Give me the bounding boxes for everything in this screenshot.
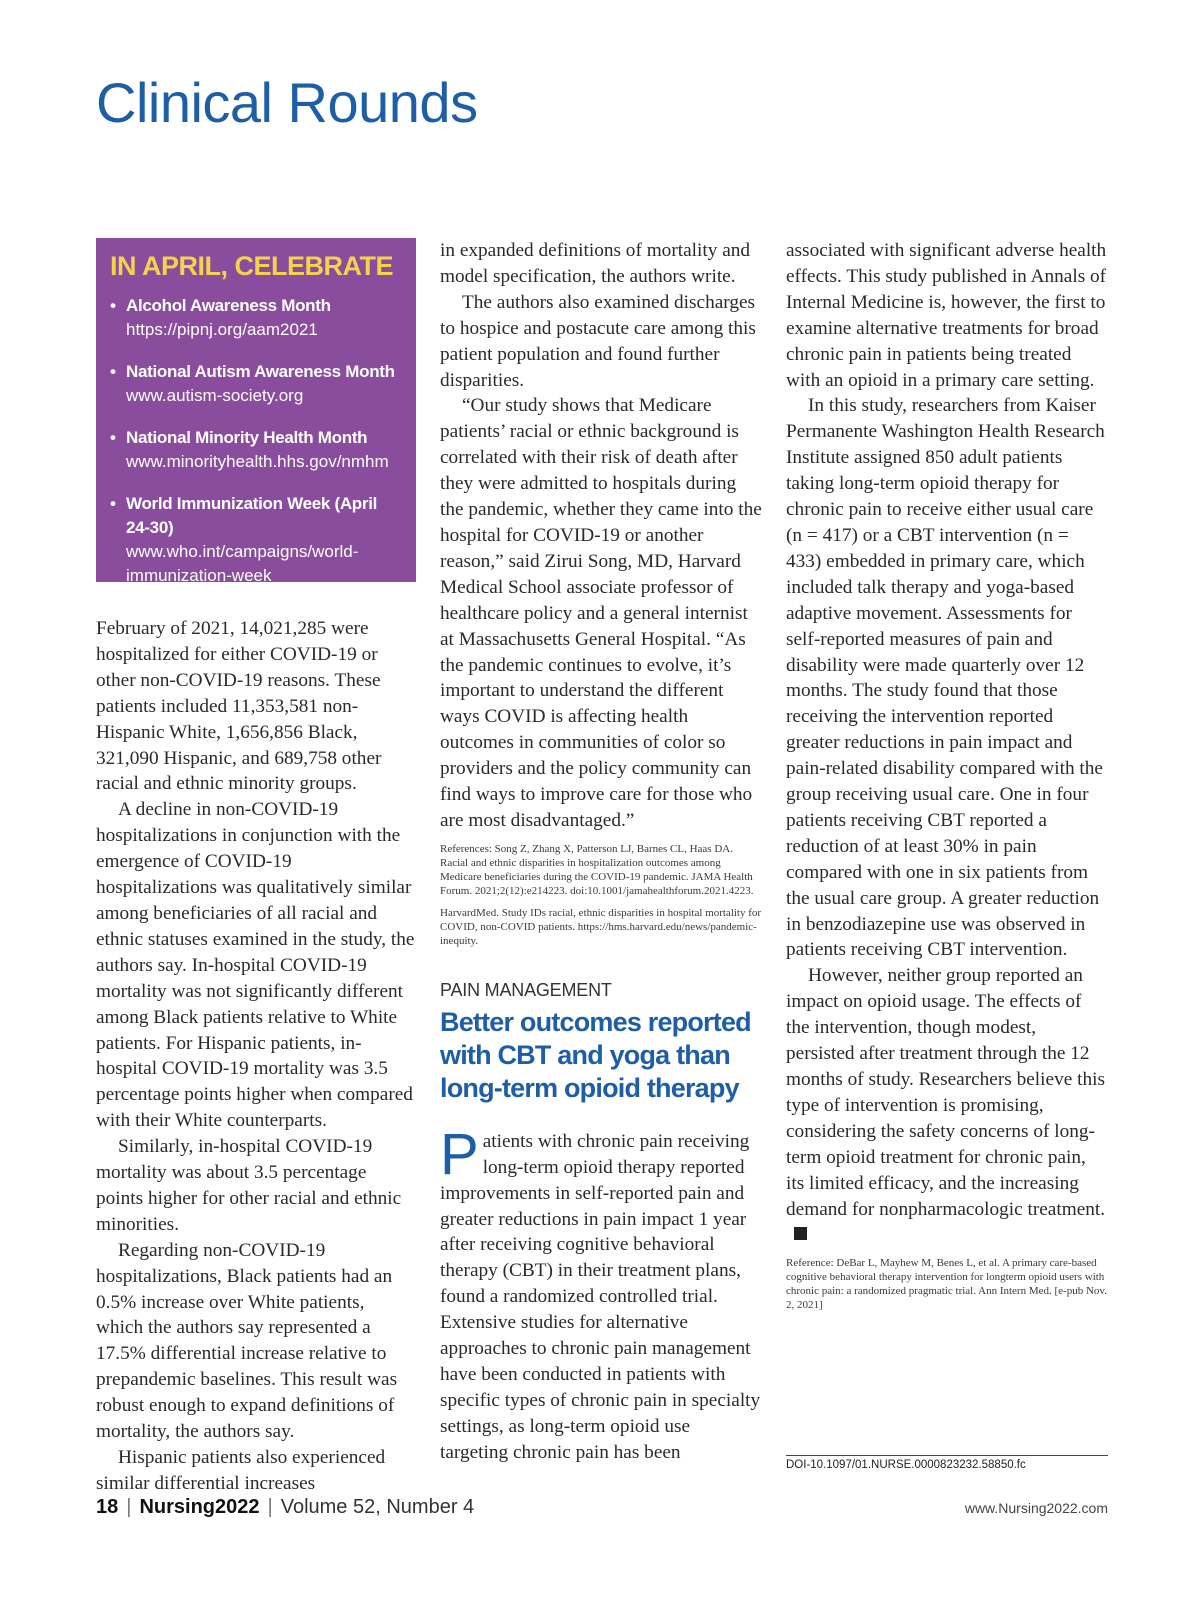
body-paragraph: in expanded definitions of mortality and model specification, the authors write.	[440, 240, 751, 287]
reference-entry: References: Song Z, Zhang X, Patterson LJ, Barnes CL, Haas DA. Racial and ethnic disparities in hospitalization outcomes among Medicare beneficiaries during the COVID-19 pandemic. JAMA Health Forum. 2021;2(12):e214223. doi:10.1001/jamahealthforum.2021.4223.	[440, 842, 754, 897]
body-paragraph: Hispanic patients also experienced similar differential increases	[96, 1447, 386, 1494]
observance-name: World Immunization Week (April 24-30)	[126, 494, 378, 537]
article-headline: Better outcomes reported with CBT and yoga than long-term opioid therapy	[440, 1006, 751, 1103]
references	[440, 842, 762, 948]
journal-name: Nursing2022	[139, 1496, 260, 1518]
bullet-icon: •	[110, 428, 116, 447]
april-celebrate-box	[96, 238, 416, 585]
body-paragraph: “Our study shows that Medicare patients’ racial or ethnic background is correlated with their risk of death after they were admitted to hospitals during the pandemic, whether they came into the hospital for COVID-19 or another reason,” said Zirui Song, MD, Harvard Medical School associate professor of healthcare policy and a general internist at Massachusetts General Hospital. “As the pandemic continues to evolve, it’s important to understand the different ways COVID is affecting health outcomes in communities of color so providers and the policy community can find ways to improve care for those who are most disadvantaged.”	[440, 395, 762, 831]
bullet-icon: •	[110, 494, 116, 513]
observance-name: Alcohol Awareness Month	[126, 296, 331, 315]
observance-item	[110, 294, 402, 342]
observance-list	[110, 294, 402, 588]
references	[786, 1256, 1108, 1312]
closing-text: However, neither group reported an impact on opioid usage. The effects of the intervention, though modest, persisted after treatment through the 12 months of study. Researchers believe this type of intervention is promising, considering the safety concerns of long-term opioid treatment for chronic pain, its limited efficacy, and the increasing demand for nonpharmacologic treatment.	[786, 965, 1106, 1220]
body-paragraph: Regarding non-COVID-19 hospitalizations, Black patients had an 0.5% increase over White patients, which the authors say represented a 17.5% differential increase relative to prepandemic baselines. This result was robust enough to expand definitions of mortality, the authors say.	[96, 1239, 398, 1443]
observance-url[interactable]: www.who.int/campaigns/world-immunization-week	[126, 542, 359, 585]
doi-line: DOI-10.1097/01.NURSE.0000823232.58850.fc	[786, 1455, 1108, 1471]
separator: |	[267, 1496, 273, 1518]
body-paragraph: February of 2021, 14,021,285 were hospitalized for either COVID-19 or other non-COVID-19 reasons. These patients included 11,353,581 non-Hispanic White, 1,656,856 Black, 321,090 Hispanic, and 689,758 other racial and ethnic minority groups.	[96, 618, 382, 795]
drop-cap: P	[440, 1121, 479, 1187]
observance-item	[110, 426, 402, 474]
website-link[interactable]: www.Nursing2022.com	[964, 1500, 1108, 1516]
bullet-icon: •	[110, 296, 116, 315]
body-paragraph: Similarly, in-hospital COVID-19 mortality was about 3.5 percentage points higher for other racial and ethnic minorities.	[96, 1136, 402, 1235]
folio	[96, 1496, 474, 1519]
observance-url[interactable]: https://pipnj.org/aam2021	[126, 320, 318, 339]
column-1	[96, 238, 416, 1497]
volume-issue: Volume 52, Number 4	[280, 1496, 475, 1518]
bullet-icon: •	[110, 362, 116, 381]
body-paragraph: The authors also examined discharges to hospice and postacute care among this patient population and found further disparities.	[440, 291, 756, 391]
separator: |	[126, 1496, 132, 1518]
column-3	[786, 238, 1108, 1320]
body-paragraph: associated with significant adverse health effects. This study published in Annals of Internal Medicine is, however, the first to examine alternative treatments for broad chronic pain in patients being treated with an opioid in a primary care setting.	[786, 240, 1107, 391]
body-paragraph: In this study, researchers from Kaiser Permanente Washington Health Research Institute assigned 850 adult patients taking long-term opioid therapy for chronic pain to receive either usual care (n = 417) or a CBT intervention (n = 433) embedded in primary care, which included talk therapy and yoga-based adaptive movement. Assessments for self-reported measures of pain and disability were made quarterly over 12 months. The study found that those receiving the intervention reported greater reductions in pain impact and pain-related disability compared with the group receiving usual care. One in four patients receiving CBT reported a reduction of at least 30% in pain compared with one in six patients from the usual care group. A greater reduction in benzodiazepine use was observed in patients receiving CBT intervention.	[786, 395, 1105, 961]
lead-text: atients with chronic pain receiving long-term opioid therapy reported improvements in self-reported pain and greater reductions in pain impact 1 year after receiving cognitive behavioral therapy (CBT) in their treatment plans, found a randomized controlled trial. Extensive studies for alternative approaches to chronic pain management have been conducted in patients with specific types of chronic pain in specialty settings, as long-term opioid use targeting chronic pain has been	[440, 1130, 761, 1463]
page-footer	[96, 1496, 1108, 1526]
observance-url[interactable]: www.minorityhealth.hhs.gov/nmhm	[126, 452, 389, 471]
observance-item	[110, 492, 402, 588]
body-paragraph	[786, 963, 1108, 1248]
observance-name: National Autism Awareness Month	[126, 362, 395, 381]
reference-entry: Reference: DeBar L, Mayhew M, Benes L, et al. A primary care-based cognitive behavioral therapy intervention for longterm opioid users with chronic pain: a randomized pragmatic trial. Ann Intern Med. [e-pub Nov. 2, 2021]	[786, 1257, 1107, 1312]
column-2	[440, 238, 762, 1466]
observance-name: National Minority Health Month	[126, 428, 368, 447]
article-kicker: PAIN MANAGEMENT	[440, 979, 612, 1000]
sidebar-heading: IN APRIL, CELEBRATE	[110, 251, 394, 281]
section-title: Clinical Rounds	[96, 71, 478, 134]
page-number: 18	[96, 1496, 119, 1518]
lead-paragraph	[440, 1121, 762, 1466]
body-paragraph: A decline in non-COVID-19 hospitalizations in conjunction with the emergence of COVID-19 hospitalizations was qualitatively similar among beneficiaries of all racial and ethnic statuses examined in the study, the authors say. In-hospital COVID-19 mortality was not significantly different among Black patients relative to White patients. For Hispanic patients, in-hospital COVID-19 mortality was 3.5 percentage points higher when compared with their White counterparts.	[96, 799, 415, 1132]
reference-entry: HarvardMed. Study IDs racial, ethnic disparities in hospital mortality for COVID, non-COVID patients. https://hms.harvard.edu/news/pandemic-inequity.	[440, 906, 762, 947]
observance-item	[110, 360, 402, 408]
observance-url[interactable]: www.autism-society.org	[126, 386, 304, 405]
end-of-article-icon	[794, 1227, 807, 1240]
